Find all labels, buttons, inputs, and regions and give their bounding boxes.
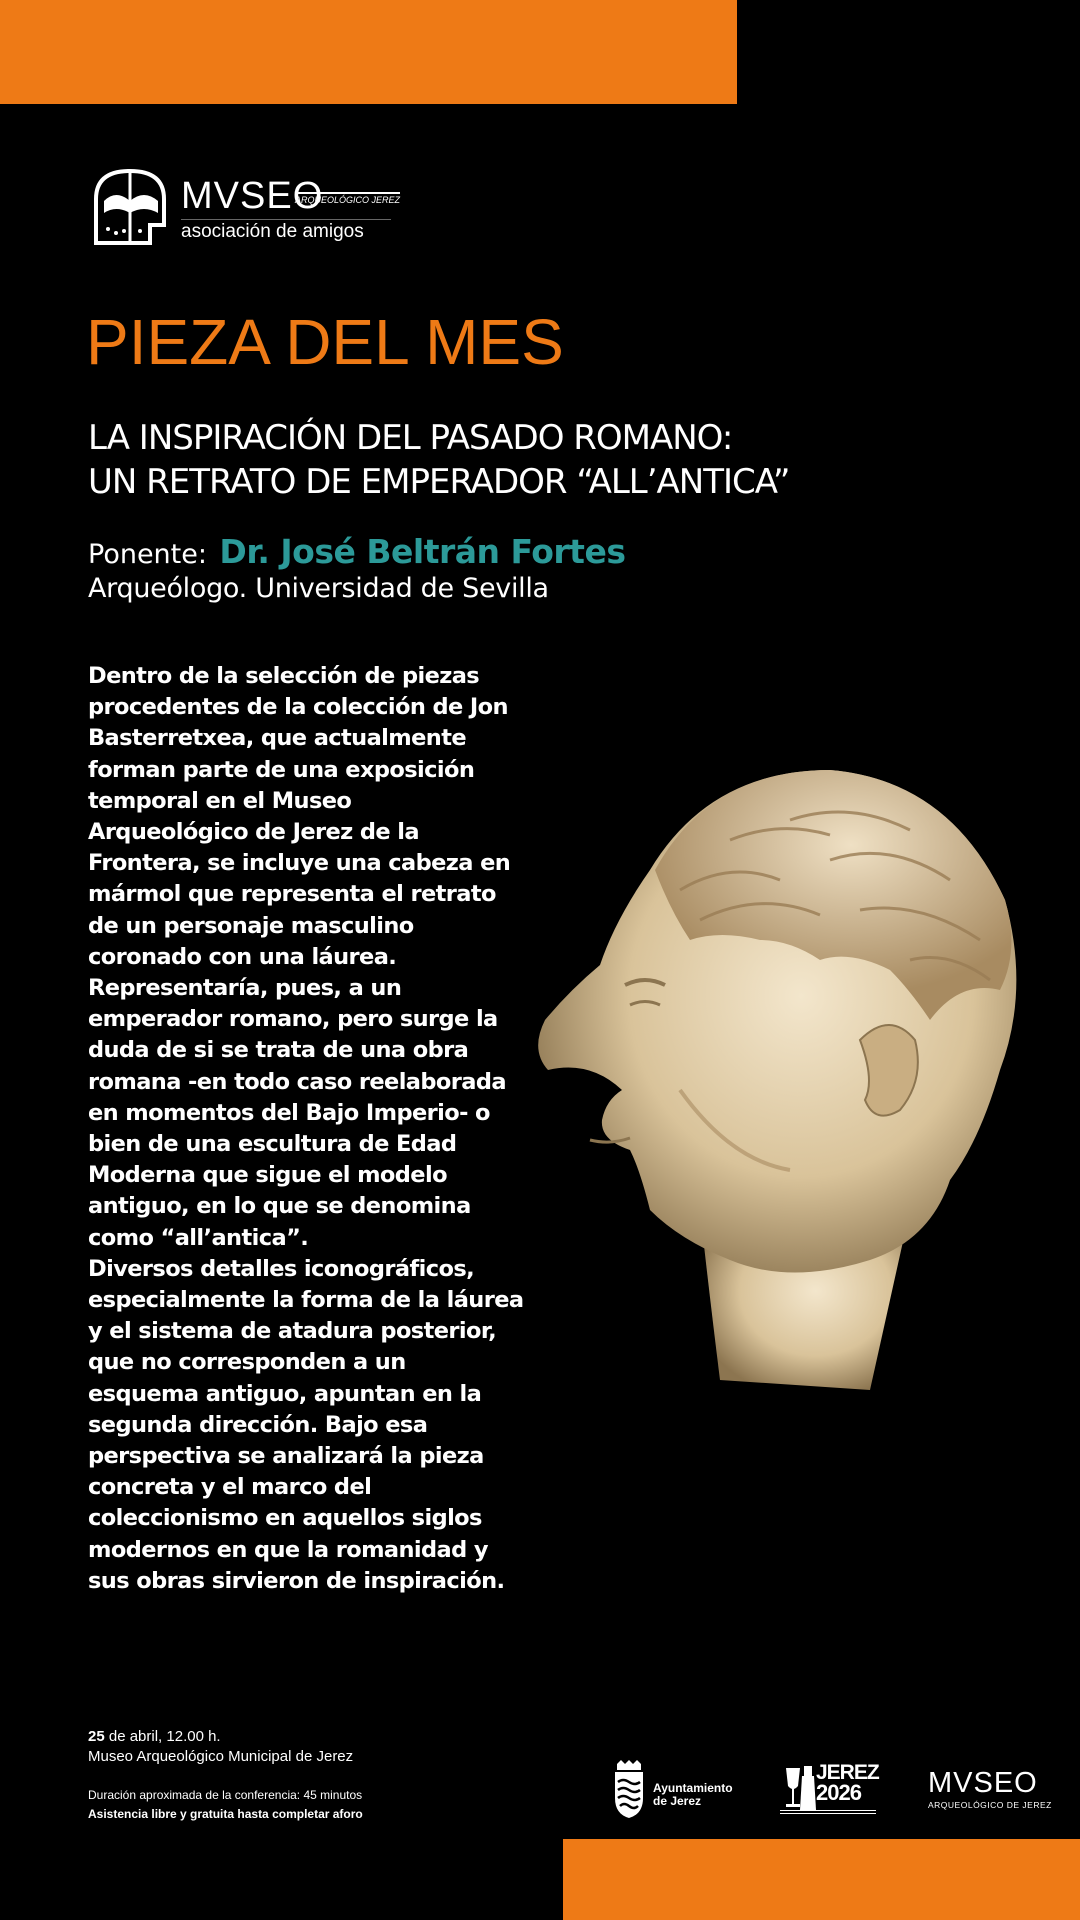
description-line: temporal en el Museo (88, 787, 352, 814)
helmet-icon (86, 165, 174, 253)
mvseo-footer-sub: ARQUEOLÓGICO DE JEREZ (928, 1800, 1052, 1810)
jerez-year: 2026 (816, 1780, 861, 1805)
description-line: bien de una escultura de Edad (88, 1131, 457, 1158)
description-line: antiguo, en lo que se denomina (88, 1193, 471, 1220)
ayuntamiento-text (653, 1782, 733, 1808)
ayuntamiento-line1: Ayuntamiento (653, 1781, 733, 1795)
bottom-orange-bar (563, 1839, 1080, 1920)
description-line: Representaría, pues, a un (88, 975, 402, 1002)
event-date (88, 1727, 353, 1747)
event-info (88, 1727, 353, 1767)
logo-tagline: asociación de amigos (181, 221, 364, 242)
glass-bottle-icon (780, 1764, 820, 1814)
description-text (88, 661, 524, 1597)
coat-of-arms-icon (612, 1760, 646, 1818)
description-line: como “all’antica”. (88, 1224, 309, 1251)
description-line: mármol que representa el retrato (88, 881, 496, 908)
event-day: 25 (88, 1728, 105, 1745)
description-line: duda de si se trata de una obra (88, 1037, 469, 1064)
description-line: de un personaje masculino (88, 912, 414, 939)
speaker-name: Dr. José Beltrán Fortes (219, 532, 626, 571)
event-venue: Museo Arqueológico Municipal de Jerez (88, 1748, 354, 1765)
description-line: Basterretxea, que actualmente (88, 725, 467, 752)
jerez-2026-logo (780, 1760, 880, 1820)
museum-friends-logo (86, 165, 406, 255)
description-line: perspectiva se analizará la pieza (88, 1443, 484, 1470)
description-line: Moderna que sigue el modelo (88, 1162, 447, 1189)
description-line: segunda dirección. Bajo esa (88, 1411, 428, 1438)
description-line: forman parte de una exposición (88, 756, 475, 783)
poster-title: PIEZA DEL MES (86, 306, 564, 378)
event-duration: Duración aproximada de la conferencia: 45 minutos (88, 1788, 363, 1802)
ayuntamiento-jerez-logo (610, 1760, 750, 1820)
event-details (88, 1786, 363, 1824)
logo-subtitle: ARQUEOLÓGICO JEREZ (295, 192, 400, 205)
ayuntamiento-line2: de Jerez (653, 1794, 702, 1808)
description-line: coronado con una láurea. (88, 943, 397, 970)
description-line: sus obras sirvieron de inspiración. (88, 1567, 505, 1594)
jerez-text: JEREZ (816, 1761, 879, 1784)
description-line: modernos en que la romanidad y (88, 1536, 488, 1563)
mvseo-footer-name: MVSEO (928, 1767, 1038, 1799)
description-line: romana -en todo caso reelaborada (88, 1068, 506, 1095)
description-line: Arqueológico de Jerez de la (88, 819, 419, 846)
description-line: Diversos detalles iconográficos, (88, 1255, 475, 1282)
jerez-underline (780, 1810, 876, 1814)
speaker-row (88, 532, 625, 571)
marble-bust-image (530, 740, 1030, 1400)
description-line: y el sistema de atadura posterior, (88, 1318, 497, 1345)
lecture-title-line: LA INSPIRACIÓN DEL PASADO ROMANO: (88, 418, 733, 458)
description-line: esquema antiguo, apuntan en la (88, 1380, 482, 1407)
lecture-title-line: UN RETRATO DE EMPERADOR “ALL’ANTICA” (88, 462, 790, 502)
event-access: Asistencia libre y gratuita hasta completar aforo (88, 1807, 363, 1821)
description-line: concreta y el marco del (88, 1474, 372, 1501)
description-line: especialmente la forma de la láurea (88, 1287, 524, 1314)
logo-name: MVSEO (181, 175, 324, 217)
description-line: en momentos del Bajo Imperio- o (88, 1099, 490, 1126)
description-line: coleccionismo en aquellos siglos (88, 1505, 482, 1532)
description-line: Frontera, se incluye una cabeza en (88, 850, 511, 877)
logo-divider (181, 219, 391, 220)
speaker-affiliation: Arqueólogo. Universidad de Sevilla (88, 573, 549, 604)
description-line: procedentes de la colección de Jon (88, 694, 508, 721)
top-orange-bar (0, 0, 737, 104)
event-date-rest: de abril, 12.00 h. (104, 1728, 221, 1745)
description-line: Dentro de la selección de piezas (88, 663, 480, 689)
mvseo-footer-logo (925, 1760, 1052, 1820)
lecture-title (88, 416, 888, 504)
description-line: emperador romano, pero surge la (88, 1006, 498, 1033)
description-line: que no corresponden a un (88, 1349, 406, 1376)
speaker-label: Ponente: (88, 539, 207, 570)
